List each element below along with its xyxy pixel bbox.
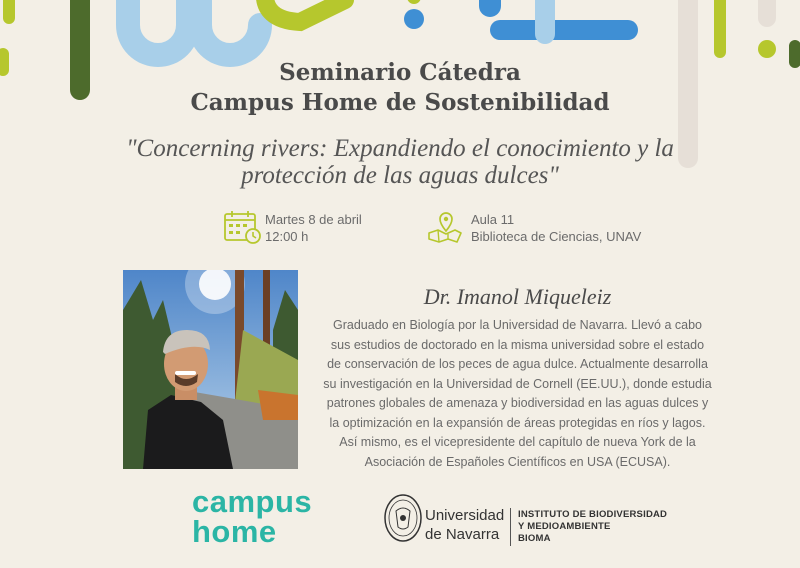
institute-name-line-3: BIOMA [518, 533, 551, 544]
institute-name [518, 509, 667, 545]
bio-line: sus estudios de doctorado en la misma universidad sobre el estado [330, 337, 705, 352]
calendar-clock-icon [223, 209, 263, 245]
bio-line: de conservación de los peces de agua dulce. Actualmente desarrolla [327, 357, 708, 371]
institute-name-line-1: INSTITUTO DE BIODIVERSIDAD [518, 509, 668, 520]
event-datetime [265, 211, 362, 245]
logo-divider [510, 508, 511, 546]
map-pin-icon [426, 209, 466, 245]
campus-logo-line-2: home [192, 514, 277, 549]
campus-logo-line-1: campus [192, 484, 313, 519]
subtitle-line-2: protección de las aguas dulces" [241, 162, 559, 189]
event-time: 12:00 h [265, 229, 309, 244]
bio-line: patrones globales de amenaza y biodiversidad en las aguas dulces y [326, 396, 709, 410]
event-date: Martes 8 de abril [265, 212, 362, 227]
bio-line: Asociación de Españoles Científicos en USA (ECUSA). [364, 454, 671, 469]
event-title-line-2: Campus Home de Sostenibilidad [190, 89, 610, 116]
bio-line: su investigación en la Universidad de Cornell (EE.UU.), donde estudia [323, 376, 712, 391]
speaker-bio [315, 316, 720, 472]
event-location [471, 211, 641, 245]
institute-name-line-2: Y MEDIOAMBIENTE [518, 521, 611, 532]
university-name [425, 506, 504, 544]
event-building: Biblioteca de Ciencias, UNAV [471, 229, 642, 244]
bio-line: Graduado en Biología por la Universidad de Navarra. Llevó a cabo [333, 318, 702, 332]
bio-line: la optimización en la expansión de áreas protegidas en ríos y lagos. [329, 415, 706, 430]
event-title-line-1: Seminario Cátedra [279, 59, 521, 86]
event-subtitle [100, 135, 700, 189]
bio-line: Así mismo, es el vicepresidente del capítulo de nueva York de la [339, 435, 696, 449]
university-name-line-2: de Navarra [425, 526, 500, 543]
university-name-line-1: Universidad [425, 507, 505, 524]
subtitle-line-1: "Concerning rivers: Expandiendo el conocimiento y la [126, 135, 674, 162]
campus-home-logo [192, 484, 313, 549]
university-seal-icon [383, 493, 423, 543]
speaker-photo [123, 270, 298, 469]
speaker-name: Dr. Imanol Miqueleiz [423, 284, 612, 309]
event-room: Aula 11 [471, 212, 515, 227]
